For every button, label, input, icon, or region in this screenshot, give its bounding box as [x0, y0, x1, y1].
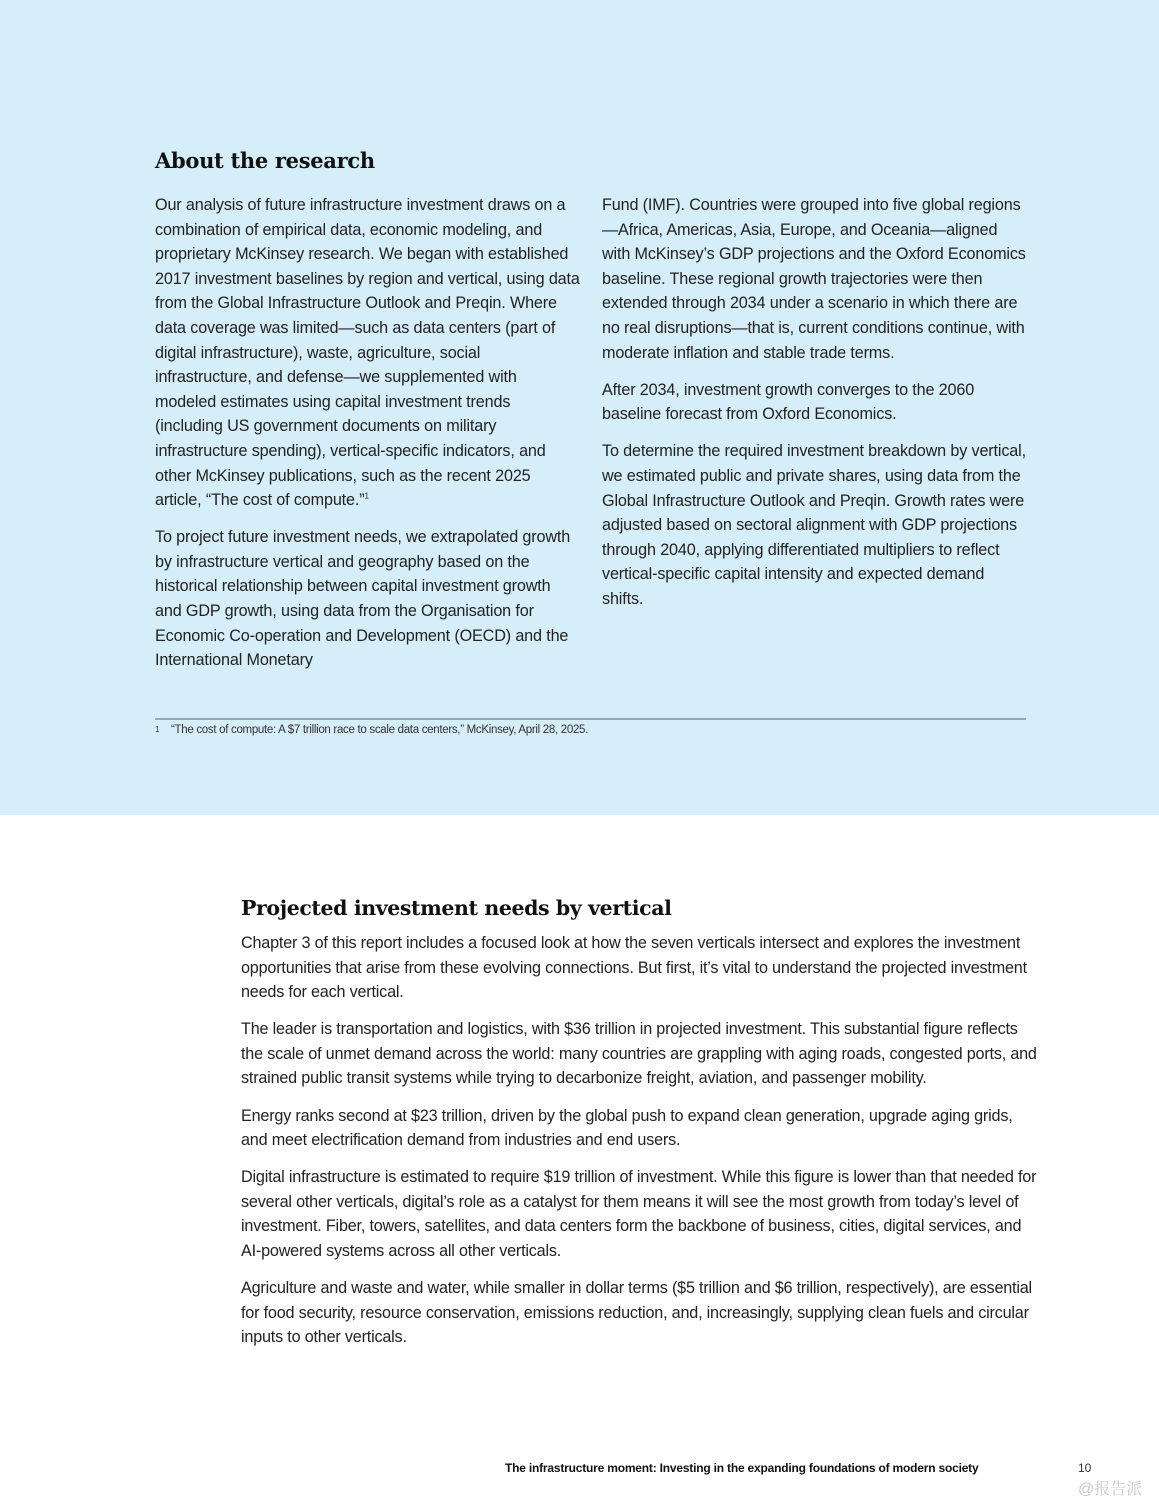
section-body: [241, 931, 1041, 1362]
watermark: @报告派: [1078, 1481, 1143, 1498]
section-title: Projected investment needs by vertical: [241, 896, 672, 920]
footnote: [155, 724, 588, 736]
about-left-column: [155, 193, 580, 685]
about-paragraph: To determine the required investment breakdown by vertical, we estimated public and private shares, using data from the Global Infrastructure Outlook and Preqin. Growth rates were adjusted based on sectoral alignment with GDP projections through 2040, applying differentiated multipliers to reflect vertical-specific capital intensity and expected demand shifts.: [602, 442, 1026, 608]
body-paragraph: The leader is transportation and logistics, with $36 trillion in projected investment. This substantial figure reflects the scale of unmet demand across the world: many countries are grappling with aging roads, congested ports, and strained public transit systems while trying to decarbonize freight, aviation, and passenger mobility.: [241, 1020, 1037, 1088]
about-research-title: About the research: [155, 148, 375, 173]
about-paragraph: After 2034, investment growth converges to the 2060 baseline forecast from Oxford Economics.: [602, 380, 975, 424]
footnote-text: “The cost of compute: A $7 trillion race to scale data centers,” McKinsey, April 28, 2025.: [171, 724, 589, 736]
about-right-column: [602, 193, 1027, 624]
body-paragraph: Agriculture and waste and water, while smaller in dollar terms ($5 trillion and $6 trillion, respectively), are essential for food security, resource conservation, emissions reduction, and, increasingly, supplying clean fuels and circular inputs to other verticals.: [241, 1279, 1032, 1347]
page-number: 10: [1078, 1461, 1092, 1475]
body-paragraph: Digital infrastructure is estimated to require $19 trillion of investment. While this figure is lower than that needed for several other verticals, digital’s role as a catalyst for them means it will see the most growth from today’s level of investment. Fiber, towers, satellites, and data centers form the backbone of business, cities, digital services, and AI-powered systems across all other verticals.: [241, 1168, 1037, 1261]
about-paragraph: To project future investment needs, we extrapolated growth by infrastructure vertical and geography based on the historical relationship between capital investment growth and GDP growth, using data from the Organisation for Economic Co-operation and Development (OECD) and the International Monetary: [155, 528, 571, 670]
footnote-divider: [155, 718, 1026, 720]
body-paragraph: Chapter 3 of this report includes a focused look at how the seven verticals intersect and explores the investment opportunities that arise from these evolving connections. But first, it’s vital to understand the projected investment needs for each vertical.: [241, 934, 1027, 1002]
footnote-number: 1: [155, 725, 160, 734]
body-paragraph: Energy ranks second at $23 trillion, driven by the global push to expand clean generation, upgrade aging grids, and meet electrification demand from industries and end users.: [241, 1106, 1013, 1150]
footer-title: The infrastructure moment: Investing in the expanding foundations of modern society: [505, 1461, 979, 1475]
about-paragraph: Fund (IMF). Countries were grouped into five global regions—Africa, Americas, Asia, Europe, and Oceania—aligned with McKinsey’s GDP projections and the Oxford Economics baseline. These regional growth trajectories were then extended through 2034 under a scenario in which there are no real disruptions—that is, current conditions continue, with moderate inflation and stable trade terms.: [602, 196, 1026, 362]
footnote-reference[interactable]: 1: [364, 491, 369, 501]
about-paragraph: Our analysis of future infrastructure investment draws on a combination of empirical data, economic modeling, and proprietary McKinsey research. We began with established 2017 investment baselines by region and vertical, using data from the Global Infrastructure Outlook and Preqin. Where data coverage was limited—such as data centers (part of digital infrastructure), waste, agriculture, social infrastructure, and defense—we supplemented with modeled estimates using capital investment trends (including US government documents on military infrastructure spending), vertical-specific indicators, and other McKinsey publications, such as the recent 2025 article, “The cost of compute.”$^1$: [155, 196, 580, 510]
